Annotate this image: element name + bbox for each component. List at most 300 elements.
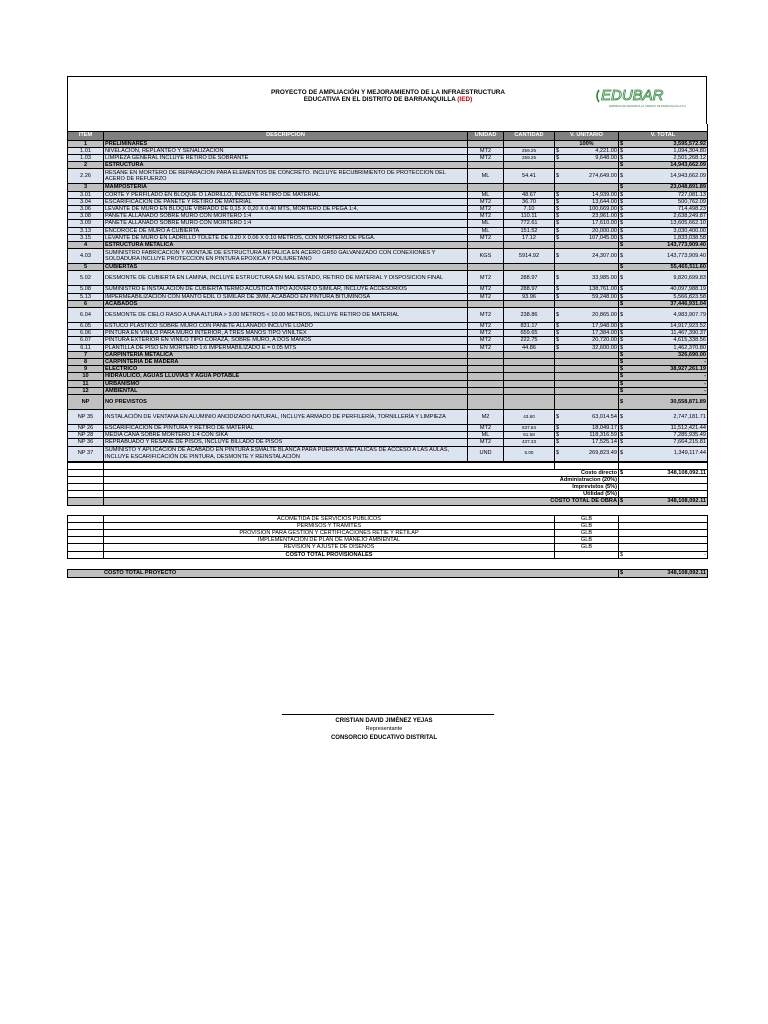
unit-cell: KGS xyxy=(468,249,504,264)
description-cell: DESMONTE DE CUBIERTA EN LAMINA, INCLUYE ESTRUCTURA EN MAL ESTADO, RETIRO DE MATERIAL Y DISPOSICION FINAL xyxy=(104,271,468,286)
quantity-cell: 637.84 xyxy=(504,424,555,431)
summary-table xyxy=(67,462,708,506)
currency-sign: $ xyxy=(620,198,624,205)
currency-sign: $ xyxy=(620,351,624,358)
currency-sign: $ xyxy=(556,253,560,260)
description-cell: PINTURA EN VINILO PARA MURO INTERIOR, A TRES MANOS TIPO VINILTEX xyxy=(104,330,468,337)
table-row xyxy=(68,205,708,212)
unit-cell: ML xyxy=(468,220,504,227)
total-value: 11,467,390.37 xyxy=(670,330,706,337)
unit-value-cell xyxy=(555,205,619,212)
total-value-cell xyxy=(619,249,708,264)
currency-sign: $ xyxy=(556,311,560,318)
imprevistos-row xyxy=(68,484,708,491)
table-row xyxy=(68,344,708,351)
table-row xyxy=(68,330,708,337)
unit-cell: MT2 xyxy=(468,424,504,431)
section-row xyxy=(68,387,708,394)
quantity-cell: 238.86 xyxy=(504,307,555,322)
item-cell: 4 xyxy=(68,241,104,248)
unit-cell: MT2 xyxy=(468,330,504,337)
total-value: 30,558,871.89 xyxy=(670,398,706,405)
unit-value: 24,307.00 xyxy=(592,253,617,260)
costo-directo-value: 348,108,092.11 xyxy=(667,469,706,476)
costo-total-proyecto-row xyxy=(68,569,708,577)
total-value-cell xyxy=(619,227,708,234)
description-cell: MEDIA CANA SOBRE MORTERO 1:4 CON SIKA xyxy=(104,432,468,439)
unit-value-cell xyxy=(555,322,619,329)
item-cell: 5.13 xyxy=(68,293,104,300)
total-value: 3,030,400.00 xyxy=(673,227,706,234)
total-value-cell xyxy=(619,213,708,220)
unit-cell: MT2 xyxy=(468,307,504,322)
section-row xyxy=(68,241,708,248)
costo-total-obra-row xyxy=(68,498,708,505)
quantity-cell: 17.12 xyxy=(504,234,555,241)
description-cell: ACABADOS xyxy=(104,300,468,307)
header-v-total: V. TOTAL xyxy=(619,131,708,140)
table-row xyxy=(68,337,708,344)
total-value-cell xyxy=(619,307,708,322)
item-cell: 11 xyxy=(68,380,104,387)
description-cell: ESTUCO PLASTICO SOBRE MURO CON PAÑETE ALLANADO INCLUYE LIJADO xyxy=(104,322,468,329)
currency-sign: $ xyxy=(620,551,624,558)
quantity-cell: 437.33 xyxy=(504,439,555,446)
currency-sign: $ xyxy=(556,424,560,431)
section-row xyxy=(68,380,708,387)
total-value: - xyxy=(704,373,706,380)
quantity-cell: 61.58 xyxy=(504,432,555,439)
total-value: 143,773,909.40 xyxy=(667,241,706,248)
total-value: 1,833,038.58 xyxy=(673,234,706,241)
unit-cell xyxy=(468,351,504,358)
description-cell: LEVANTE DE MURO EN LADRILLO TOLETE DE 0.20 X 0.06 X 0.10 METROS, CON MORTERO DE PEGA. xyxy=(104,234,468,241)
section-row xyxy=(68,351,708,358)
total-value-cell xyxy=(619,409,708,424)
currency-sign: $ xyxy=(620,293,624,300)
description-cell: CORTE Y PERFILADO EN BLOQUE O LADRILLO, INCLUYE RETIRO DE MATERIAL xyxy=(104,191,468,198)
total-value-cell xyxy=(619,300,708,307)
unit-value: 59,248.00 xyxy=(592,293,617,300)
description-cell: PAÑETE ALLANADO SOBRE MURO CON MORTERO 1:4 xyxy=(104,213,468,220)
description-cell: SUMINISTRO E INSTALACION DE CUBIERTA TERMO ACUSTICA TIPO AJOVER O SIMILAR, INCLUYE ACCESORIOS xyxy=(104,286,468,293)
unit-value: 9,648.00 xyxy=(595,154,617,161)
description-cell: ESCARIFICACIÓN DE PINTURA Y RETIRO DE MATERIAL xyxy=(104,424,468,431)
unit-cell xyxy=(468,140,504,147)
unit-cell: MT2 xyxy=(468,205,504,212)
description-cell: LEVANTE DE MURO EN BLOQUE VIBRADO DE 0,15 X 0,20 X 0,40 MTS, MORTERO DE PEGA 1:4, xyxy=(104,205,468,212)
provisionales-total-row xyxy=(68,551,708,558)
table-row xyxy=(68,271,708,286)
unit-value-cell xyxy=(555,271,619,286)
total-value: 9,820,699.83 xyxy=(673,275,706,282)
item-cell: 5.02 xyxy=(68,271,104,286)
currency-sign: $ xyxy=(620,234,624,241)
currency-sign: $ xyxy=(620,450,624,457)
currency-sign: $ xyxy=(556,413,560,420)
logo-subtitle: EMPRESA DE DESARROLLO URBANO DE BARRANQUILLA S.A. xyxy=(609,105,687,108)
quantity-cell xyxy=(504,387,555,394)
description-cell: PLANTILLA DE PISO EN MORTERO 1:6 IMPERMABILIZADO E = 0.05 MTS xyxy=(104,344,468,351)
total-value: 727,081.13 xyxy=(678,191,706,198)
item-cell: 10 xyxy=(68,373,104,380)
total-value: 2,501,268.12 xyxy=(673,154,706,161)
total-value: 2,747,181.71 xyxy=(673,413,706,420)
unit-value: 23,961.00 xyxy=(592,213,617,220)
item-cell: NP 35 xyxy=(68,409,104,424)
description-cell: MAMPOSTERIA xyxy=(104,184,468,191)
unit-cell: MT2 xyxy=(468,213,504,220)
unit-cell: MT2 xyxy=(468,337,504,344)
section-row xyxy=(68,162,708,169)
unit-value-cell xyxy=(555,154,619,161)
currency-sign: $ xyxy=(620,469,624,476)
description-cell: IMPERMEABILIZACIÓN CON MANTO EDIL O SIMILAR DE 3MM, ACABADO EN PINTURA BITUMINOSA xyxy=(104,293,468,300)
currency-sign: $ xyxy=(556,337,560,344)
unit-value: 17,525.14 xyxy=(592,439,617,446)
unit-value: 32,600.00 xyxy=(592,344,617,351)
currency-sign: $ xyxy=(620,311,624,318)
unit-value-cell xyxy=(555,184,619,191)
item-cell: 1.01 xyxy=(68,147,104,154)
unit-cell xyxy=(468,300,504,307)
currency-sign: $ xyxy=(620,570,624,577)
currency-sign: $ xyxy=(620,147,624,154)
total-value-cell xyxy=(619,205,708,212)
unit-value: 20,865.00 xyxy=(592,311,617,318)
description-cell: HIDRAULICO, AGUAS LLUVIAS Y AGUA POTABLE xyxy=(104,373,468,380)
description-cell: INSTALACIÓN DE VENTANA EN ALUMINIO ANODIZADO NATURAL, INCLUYE ARMADO DE PERFILERÍA, TORNILLERÍA Y LIMPIEZA xyxy=(104,409,468,424)
item-cell: 9 xyxy=(68,366,104,373)
title-line-1: PROYECTO DE AMPLIACIÓN Y MEJORAMIENTO DE LA INFRAESTRUCTURA xyxy=(270,89,506,96)
description-cell: URBANISMO xyxy=(104,380,468,387)
unit-value-cell xyxy=(555,241,619,248)
unit-value: 13,644.00 xyxy=(592,198,617,205)
costo-total-proyecto-label: COSTO TOTAL PROYECTO xyxy=(68,569,619,577)
total-value: 5,566,823.58 xyxy=(673,293,706,300)
total-value: - xyxy=(704,387,706,394)
section-row xyxy=(68,300,708,307)
unit-value-cell xyxy=(555,300,619,307)
item-cell: 4.03 xyxy=(68,249,104,264)
currency-sign: $ xyxy=(620,439,624,446)
header-descripcion: DESCRIPCION xyxy=(104,131,468,140)
description-cell: ELECTRICO xyxy=(104,366,468,373)
unit-value: 20,720.00 xyxy=(592,337,617,344)
currency-sign: $ xyxy=(620,213,624,220)
currency-sign: $ xyxy=(620,191,624,198)
unit-value: 269,823.49 xyxy=(589,450,617,457)
unit-cell: ML xyxy=(468,191,504,198)
table-row xyxy=(68,147,708,154)
currency-sign: $ xyxy=(620,432,624,439)
quantity-cell xyxy=(504,351,555,358)
costo-total-proyecto-table xyxy=(67,569,708,578)
description-cell: ENCOROCE DE MURO A CUBIERTA xyxy=(104,227,468,234)
item-cell: 8 xyxy=(68,358,104,365)
item-cell: 6.05 xyxy=(68,322,104,329)
currency-sign: $ xyxy=(620,413,624,420)
table-row xyxy=(68,409,708,424)
section-row xyxy=(68,366,708,373)
quantity-cell xyxy=(504,394,555,409)
total-value: 13,605,662.10 xyxy=(670,220,706,227)
description-cell: PINTURA EXTERIOR EN VINILO TIPO CORAZA, SOBRE MURO, A DOS MANOS xyxy=(104,337,468,344)
signer-role: Representante xyxy=(365,726,403,732)
currency-sign: $ xyxy=(556,450,560,457)
total-value-cell xyxy=(619,351,708,358)
provisional-unit: GLB xyxy=(555,544,619,551)
currency-sign: $ xyxy=(620,330,624,337)
unit-value-cell xyxy=(555,220,619,227)
provisionales-total-value: - xyxy=(704,551,706,558)
unit-cell: MT2 xyxy=(468,322,504,329)
total-value-cell xyxy=(619,241,708,248)
item-cell: 6.11 xyxy=(68,344,104,351)
item-cell: 12 xyxy=(68,387,104,394)
unit-cell: MT2 xyxy=(468,147,504,154)
unit-value-cell xyxy=(555,446,619,461)
provisional-unit: GLB xyxy=(555,515,619,522)
provisionales-total-cell xyxy=(619,551,708,558)
provisionales-total-label: COSTO TOTAL PROVISIONALES xyxy=(104,551,555,558)
unit-value-cell xyxy=(555,344,619,351)
total-value: 326,690.00 xyxy=(678,351,706,358)
unit-value-cell xyxy=(555,366,619,373)
item-cell: 3.15 xyxy=(68,234,104,241)
unit-value-cell xyxy=(555,394,619,409)
currency-sign: $ xyxy=(556,205,560,212)
total-value: 7,285,935.49 xyxy=(673,432,706,439)
currency-sign: $ xyxy=(620,373,624,380)
table-row xyxy=(68,191,708,198)
total-value: 4,615,338.56 xyxy=(673,337,706,344)
provisional-description: PERMISOS Y TRAMITES xyxy=(104,522,555,529)
total-value-cell xyxy=(619,337,708,344)
total-value-cell xyxy=(619,293,708,300)
unit-value-cell xyxy=(555,380,619,387)
quantity-cell: 44.86 xyxy=(504,344,555,351)
header-box xyxy=(67,76,707,124)
administracion-row xyxy=(68,476,708,483)
total-value-cell xyxy=(619,169,708,184)
currency-sign: $ xyxy=(620,380,624,387)
total-value: 37,446,931.04 xyxy=(670,300,706,307)
total-value: 714,498.23 xyxy=(678,205,706,212)
item-cell: 2 xyxy=(68,162,104,169)
total-value-cell xyxy=(619,322,708,329)
header-item: ITEM xyxy=(68,131,104,140)
quantity-cell: 7.10 xyxy=(504,205,555,212)
unit-value-cell xyxy=(555,191,619,198)
item-cell: 3.01 xyxy=(68,191,104,198)
unit-value-cell xyxy=(555,307,619,322)
header-v-unitario: V. UNITARIO xyxy=(555,131,619,140)
currency-sign: $ xyxy=(556,198,560,205)
currency-sign: $ xyxy=(620,358,624,365)
description-cell: ESTRUCTURA METALICA xyxy=(104,241,468,248)
unit-value-cell xyxy=(555,169,619,184)
currency-sign: $ xyxy=(620,227,624,234)
unit-cell xyxy=(468,373,504,380)
total-value-cell xyxy=(619,220,708,227)
description-cell: RESANE EN MORTERO DE REPARACION PARA ELEMENTOS DE CONCRETO. INCLUYE RECUBRIMIENTO DE PROTECCION DEL ACERO DE REFUERZO xyxy=(104,169,468,184)
unit-cell: MT2 xyxy=(468,439,504,446)
description-cell: SUMINISTRO FABRICACION Y MONTAJE DE ESTRUCTURA METALICA EN ACERO GR50 GALVANIZADO CON CONEXIONES Y SOLDADURA INCLUYE PROTECCION EN PINTURA EPOXICA Y POLIURETANO xyxy=(104,249,468,264)
unit-cell: UND xyxy=(468,446,504,461)
provisional-unit: GLB xyxy=(555,537,619,544)
currency-sign: $ xyxy=(556,275,560,282)
description-cell: AMBIENTAL xyxy=(104,387,468,394)
unit-cell xyxy=(468,366,504,373)
section-row xyxy=(68,184,708,191)
unit-cell xyxy=(468,264,504,271)
total-value-cell xyxy=(619,373,708,380)
total-value: 14,943,662.09 xyxy=(670,173,706,180)
item-cell: 1.03 xyxy=(68,154,104,161)
description-cell: PRELIMINARES xyxy=(104,140,468,147)
unit-value: 17,610.00 xyxy=(592,220,617,227)
description-cell: ESTRUCTURA xyxy=(104,162,468,169)
unit-value: 20,000.00 xyxy=(592,227,617,234)
unit-cell: ML xyxy=(468,432,504,439)
quantity-cell xyxy=(504,140,555,147)
currency-sign: $ xyxy=(620,322,624,329)
unit-value-cell xyxy=(555,264,619,271)
description-cell: CARPINTERIA DE MADERA xyxy=(104,358,468,365)
quantity-cell xyxy=(504,300,555,307)
unit-value-cell xyxy=(555,286,619,293)
unit-cell xyxy=(468,387,504,394)
description-cell: PAÑETE ALLANADO SOBRE MURO CON MORTERO 1:4 xyxy=(104,220,468,227)
total-value: 500,762.09 xyxy=(678,198,706,205)
quantity-cell: 36.70 xyxy=(504,198,555,205)
currency-sign: $ xyxy=(556,227,560,234)
description-cell: DESMONTE DE CIELO RASO A UNA ALTURA > 3.00 METROS < 10.00 METROS, INCLUYE RETIRO DE MATERIAL xyxy=(104,307,468,322)
quantity-cell: 659.65 xyxy=(504,330,555,337)
unit-value-cell xyxy=(555,439,619,446)
signer-name: CRISTIAN DAVID JIMÉNEZ YEJAS xyxy=(335,718,433,724)
unit-value-cell xyxy=(555,432,619,439)
total-value-cell xyxy=(619,271,708,286)
total-value: 14,943,662.09 xyxy=(670,162,706,169)
title-line-2-text: EDUCATIVA EN EL DISTRITO DE BARRANQUILLA xyxy=(303,96,456,103)
currency-sign: $ xyxy=(556,344,560,351)
item-cell: 3.13 xyxy=(68,227,104,234)
description-cell: CUBIERTAS xyxy=(104,264,468,271)
table-row xyxy=(68,213,708,220)
currency-sign: $ xyxy=(620,140,624,147)
unit-cell xyxy=(468,380,504,387)
unit-value-cell xyxy=(555,409,619,424)
provisional-description: REVISION Y AJUSTE DE DISEÑOS xyxy=(104,544,555,551)
unit-cell: MT2 xyxy=(468,286,504,293)
unit-cell xyxy=(468,241,504,248)
table-row xyxy=(68,220,708,227)
total-value: 7,664,215.81 xyxy=(673,439,706,446)
currency-sign: $ xyxy=(620,337,624,344)
table-row xyxy=(68,446,708,461)
table-row xyxy=(68,432,708,439)
item-cell: 2.26 xyxy=(68,169,104,184)
unit-value: 17,384.00 xyxy=(592,330,617,337)
total-value-cell xyxy=(619,380,708,387)
total-value-cell xyxy=(619,394,708,409)
currency-sign: $ xyxy=(620,398,624,405)
unit-value: 100,669.00 xyxy=(589,205,617,212)
total-value: 23,048,891.89 xyxy=(670,184,706,191)
quantity-cell xyxy=(504,373,555,380)
provisional-unit: GLB xyxy=(555,530,619,537)
currency-sign: $ xyxy=(556,322,560,329)
table-row xyxy=(68,293,708,300)
unit-cell: MT2 xyxy=(468,293,504,300)
item-cell: 3.09 xyxy=(68,220,104,227)
total-value-cell xyxy=(619,387,708,394)
provisional-unit: GLB xyxy=(555,522,619,529)
quantity-cell xyxy=(504,264,555,271)
quantity-cell: 48.67 xyxy=(504,191,555,198)
quantity-cell xyxy=(504,366,555,373)
currency-sign: $ xyxy=(556,330,560,337)
provisional-description: ACOMETIDA DE SERVICIOS PUBLICOS xyxy=(104,515,555,522)
unit-value: 118,316.59 xyxy=(589,432,617,439)
description-cell: ESCARIFICACIÓN DE PAÑETE Y RETIRO DE MATERIAL xyxy=(104,198,468,205)
item-cell: NP xyxy=(68,394,104,409)
total-value: 4,983,907.79 xyxy=(673,311,706,318)
quantity-cell xyxy=(504,358,555,365)
item-cell: NP 37 xyxy=(68,446,104,461)
quantity-cell: 54.41 xyxy=(504,169,555,184)
quantity-cell: 288.97 xyxy=(504,286,555,293)
item-cell: 6 xyxy=(68,300,104,307)
table-row xyxy=(68,307,708,322)
header-unidad: UNIDAD xyxy=(468,131,504,140)
unit-value-cell xyxy=(555,227,619,234)
utilidad-row xyxy=(68,491,708,498)
total-value: 11,512,421.44 xyxy=(670,424,706,431)
section-row xyxy=(68,264,708,271)
section-row xyxy=(68,394,708,409)
currency-sign: $ xyxy=(620,344,624,351)
quantity-cell: 288.97 xyxy=(504,271,555,286)
description-cell: REPRABUADO Y RESANE DE PISOS, INCLUYE BILLADO DE PISOS xyxy=(104,439,468,446)
provisional-row xyxy=(68,537,708,544)
unit-cell xyxy=(468,162,504,169)
total-value: 1,094,304.80 xyxy=(673,147,706,154)
costo-directo-label: Costo directo xyxy=(104,469,619,476)
unit-value-cell xyxy=(555,293,619,300)
description-cell: LIMPIEZA GENERAL INCLUYE RETIRO DE SOBRANTE xyxy=(104,154,468,161)
currency-sign: $ xyxy=(556,439,560,446)
provisional-description: IMPLEMENTACION DE PLAN DE MANEJO AMBIENTAL xyxy=(104,537,555,544)
item-cell: NP 36 xyxy=(68,439,104,446)
currency-sign: $ xyxy=(620,162,624,169)
quantity-cell xyxy=(504,241,555,248)
unit-value: 18,049.17 xyxy=(592,424,617,431)
unit-cell xyxy=(468,394,504,409)
item-cell: 6.06 xyxy=(68,330,104,337)
table-row xyxy=(68,169,708,184)
currency-sign: $ xyxy=(556,220,560,227)
currency-sign: $ xyxy=(556,147,560,154)
total-value-cell xyxy=(619,147,708,154)
unit-value-cell xyxy=(555,162,619,169)
quantity-cell xyxy=(504,184,555,191)
administracion-label: Administracion (20%) xyxy=(104,476,619,483)
total-value-cell xyxy=(619,264,708,271)
table-row xyxy=(68,154,708,161)
